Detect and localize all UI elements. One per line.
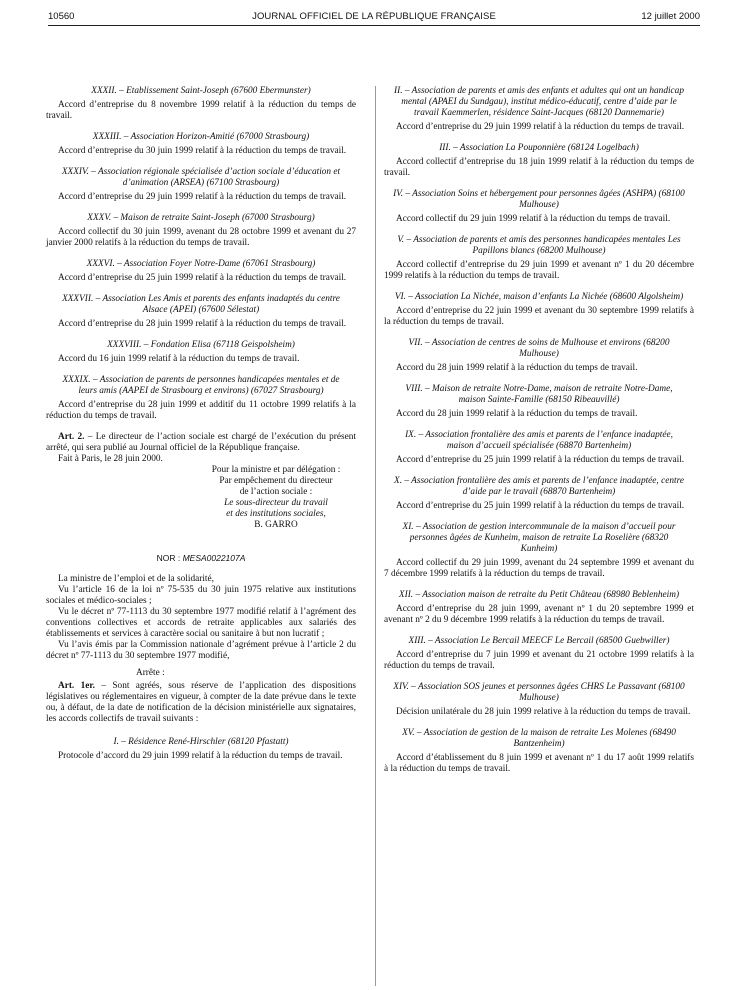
issue-date: 12 juillet 2000 — [641, 11, 700, 22]
entry-body: Décision unilatérale du 28 juin 1999 relative à la réduction du temps de travail. — [396, 707, 691, 717]
entry — [384, 522, 694, 580]
fait-a-paris: Fait à Paris, le 28 juin 2000. — [58, 454, 163, 464]
article-1-label: Art. 1er. — [58, 681, 95, 691]
left-column — [46, 86, 356, 772]
entry-title: VIII. – Maison de retraite Notre-Dame, maison de retraite Notre-Dame, maison Sainte-Famille (68150 Ribeauvillé) — [405, 384, 673, 405]
entry-body: Accord du 28 juin 1999 relatif à la réduction du temps de travail. — [396, 409, 638, 419]
entry-title: IV. – Association Soins et hébergement pour personnes âgées (ASHPA) (68100 Mulhouse) — [393, 189, 685, 210]
nor-code: MESA0022107A — [182, 553, 246, 563]
entry-body: Accord collectif du 29 juin 1999, avenant du 24 septembre 1999 et avenant du 7 décembre 1999 relatifs à la réduction du temps de travail. — [384, 558, 694, 579]
entry-title: XXXIX. – Association de parents de personnes handicapées mentales et de leurs amis (AAPEI de Strasbourg et environs) (67027 Strasbourg) — [62, 375, 340, 396]
entry-body: Accord collectif d’entreprise du 29 juin 1999 et avenant nº 1 du 20 décembre 1999 relatifs à la réduction du temps de travail. — [384, 260, 694, 281]
entry-body: Accord d’entreprise du 29 juin 1999 relatif à la réduction du temps de travail. — [396, 122, 685, 132]
entry-body: Accord d’entreprise du 28 juin 1999 relatif à la réduction du temps de travail. — [58, 319, 347, 329]
preamble-line: La ministre de l’emploi et de la solidarité, — [58, 574, 214, 584]
entry-title: XXXVI. – Association Foyer Notre-Dame (67061 Strasbourg) — [86, 259, 316, 269]
entry-body: Accord d’entreprise du 22 juin 1999 et avenant du 30 septembre 1999 relatifs à la réduction du temps de travail. — [384, 306, 694, 327]
column-separator — [375, 86, 376, 986]
entry — [384, 143, 694, 179]
signature-line: Pour la ministre et par délégation : — [211, 465, 341, 475]
entry-body: Accord collectif d’entreprise du 18 juin 1999 relatif à la réduction du temps de travail. — [384, 157, 694, 178]
entry-title: XIII. – Association Le Bercail MEECF Le Bercail (68500 Guebwiller) — [408, 636, 670, 646]
entry — [46, 737, 356, 762]
entry-title: XII. – Association maison de retraite du Petit Château (68980 Beblenheim) — [398, 590, 680, 600]
signature-line: et des institutions sociales, — [226, 509, 326, 519]
entry — [46, 167, 356, 203]
entry-title: XXXIV. – Association régionale spécialisée d’action sociale d’éducation et d’animation (ARSEA) (67100 Strasbourg) — [61, 167, 341, 188]
entry-title: II. – Association de parents et amis des enfants et adultes qui ont un handicap mental (APAEI du Sundgau), institut médico-éducatif, centre d’aide par le travail Kaemmerlen, résidence Saint-Jacques (68120 Dannemarie) — [394, 86, 684, 118]
entry — [384, 292, 694, 328]
page-number: 10560 — [48, 11, 75, 22]
entry — [384, 636, 694, 672]
preamble-line: Vu le décret nº 77-1113 du 30 septembre 1977 modifié relatif à l’agrément des conventions collectives et accords de retraite applicables aux salariés des établissements et services à caractère social ou sanitaire à but non lucratif ; — [46, 607, 356, 639]
entry-title: XXXV. – Maison de retraite Saint-Joseph (67000 Strasbourg) — [87, 213, 315, 223]
left-entries — [46, 86, 356, 422]
entry-title: I. – Résidence René-Hirschler (68120 Pfastatt) — [113, 737, 289, 747]
entry — [384, 476, 694, 512]
nor-label: NOR : — [156, 553, 183, 563]
entry-body: Protocole d’accord du 29 juin 1999 relatif à la réduction du temps de travail. — [58, 751, 343, 761]
entry-title: XIV. – Association SOS jeunes et personnes âgées CHRS Le Passavant (68100 Mulhouse) — [393, 682, 685, 703]
right-column — [384, 86, 694, 785]
entry-title: VII. – Association de centres de soins de Mulhouse et environs (68200 Mulhouse) — [408, 338, 670, 359]
entry — [384, 86, 694, 133]
nor-reference — [46, 553, 356, 564]
entry — [46, 86, 356, 122]
entry-body: Accord d’entreprise du 28 juin 1999 et additif du 11 octobre 1999 relatifs à la réduction du temps de travail. — [46, 400, 356, 421]
signature-block — [196, 465, 356, 531]
entry-title: XXXVIII. – Fondation Elisa (67118 Geispolsheim) — [107, 340, 295, 350]
entry-body: Accord collectif du 29 juin 1999 relatif à la réduction du temps de travail. — [396, 214, 671, 224]
entry-title: V. – Association de parents et amis des personnes handicapées mentales Les Papillons blancs (68200 Mulhouse) — [397, 235, 681, 256]
entry-body: Accord d’établissement du 8 juin 1999 et avenant nº 1 du 17 août 1999 relatifs à la réduction du temps de travail. — [384, 753, 694, 774]
signature-line: Le sous-directeur du travail — [224, 498, 328, 508]
entry — [384, 338, 694, 374]
entry-body: Accord du 16 juin 1999 relatif à la réduction du temps de travail. — [58, 354, 300, 364]
article-2 — [46, 432, 356, 454]
article-2-label: Art. 2. — [58, 432, 85, 442]
entry — [46, 213, 356, 249]
signature-line: de l’action sociale : — [239, 487, 313, 497]
entry — [46, 340, 356, 365]
entry — [384, 590, 694, 626]
entry-body: Accord du 28 juin 1999 relatif à la réduction du temps de travail. — [396, 363, 638, 373]
preamble-line: Vu l’article 16 de la loi nº 75-535 du 30 juin 1975 relative aux institutions sociales et médico-sociales ; — [46, 585, 356, 606]
entry-title: XXXII. – Etablissement Saint-Joseph (67600 Ebermunster) — [91, 86, 311, 96]
entry — [46, 132, 356, 157]
entry-title: X. – Association frontalière des amis et parents de l’enfance inadaptée, centre d’aide par le travail (68870 Bartenheim) — [394, 476, 684, 497]
entry — [384, 728, 694, 775]
entry-body: Accord d’entreprise du 30 juin 1999 relatif à la réduction du temps de travail. — [58, 146, 347, 156]
entry-title: III. – Association La Pouponnière (68124 Logelbach) — [439, 143, 639, 153]
page-header — [48, 8, 700, 24]
entry — [384, 235, 694, 282]
article-2-text: – Le directeur de l’action sociale est chargé de l’exécution du présent arrêté, qui sera publié au Journal officiel de la République française. — [46, 432, 356, 453]
entry-body: Accord collectif du 30 juin 1999, avenant du 28 octobre 1999 et avenant du 27 janvier 2000 relatifs à la réduction du temps de travail. — [46, 227, 356, 248]
journal-title: JOURNAL OFFICIEL DE LA RÉPUBLIQUE FRANÇAISE — [252, 11, 496, 22]
article-1 — [46, 681, 356, 725]
entry-title: IX. – Association frontalière des amis et parents de l’enfance inadaptée, maison d’accueil spécialisée (68870 Bartenheim) — [405, 430, 673, 451]
entry — [46, 294, 356, 330]
entry-body: Accord d’entreprise du 8 novembre 1999 relatif à la réduction du temps de travail. — [46, 100, 356, 121]
entry-body: Accord d’entreprise du 25 juin 1999 relatif à la réduction du temps de travail. — [396, 455, 685, 465]
entry-body: Accord d’entreprise du 28 juin 1999, avenant nº 1 du 20 septembre 1999 et avenant nº 2 du 9 décembre 1999 relatifs à la réduction du temps de travail. — [384, 604, 694, 625]
right-entries — [384, 86, 694, 775]
entry — [46, 375, 356, 422]
entry-body: Accord d’entreprise du 25 juin 1999 relatif à la réduction du temps de travail. — [396, 501, 685, 511]
entry-body: Accord d’entreprise du 7 juin 1999 et avenant du 21 octobre 1999 relatifs à la réduction du temps de travail. — [384, 650, 694, 671]
entry — [384, 384, 694, 420]
entry — [384, 682, 694, 718]
header-rule — [48, 25, 700, 26]
signature-line: Par empêchement du directeur — [219, 476, 333, 486]
signature-name: B. GARRO — [254, 520, 298, 530]
entry-title: XI. – Association de gestion intercommunale de la maison d’accueil pour personnes âgées de Kunheim, maison de retraite La Roselière (68320 Kunheim) — [402, 522, 676, 554]
entry-body: Accord d’entreprise du 29 juin 1999 relatif à la réduction du temps de travail. — [58, 192, 347, 202]
entry-title: VI. – Association La Nichée, maison d’enfants La Nichée (68600 Algolsheim) — [394, 292, 684, 302]
arrete-heading: Arrête : — [136, 668, 165, 678]
preamble-line: Vu l’avis émis par la Commission nationale d’agrément prévue à l’article 2 du décret nº 77-1113 du 30 septembre 1977 modifié, — [46, 640, 356, 661]
entry-title: XXXVII. – Association Les Amis et parents des enfants inadaptés du centre Alsace (APEI) (67600 Sélestat) — [62, 294, 340, 315]
article-1-text: – Sont agréés, sous réserve de l’application des dispositions législatives ou réglementaires en vigueur, à compter de la date prévue dans le texte ou, à défaut, de la date de notification de la décision ministérielle aux signataires, les accords collectifs de travail suivants : — [46, 681, 356, 724]
entry-body: Accord d’entreprise du 25 juin 1999 relatif à la réduction du temps de travail. — [58, 273, 347, 283]
entry — [46, 259, 356, 284]
entry-title: XV. – Association de gestion de la maison de retraite Les Molenes (68490 Bantzenheim) — [402, 728, 676, 749]
entry — [384, 189, 694, 225]
entry — [384, 430, 694, 466]
entry-title: XXXIII. – Association Horizon-Amitié (67000 Strasbourg) — [92, 132, 310, 142]
